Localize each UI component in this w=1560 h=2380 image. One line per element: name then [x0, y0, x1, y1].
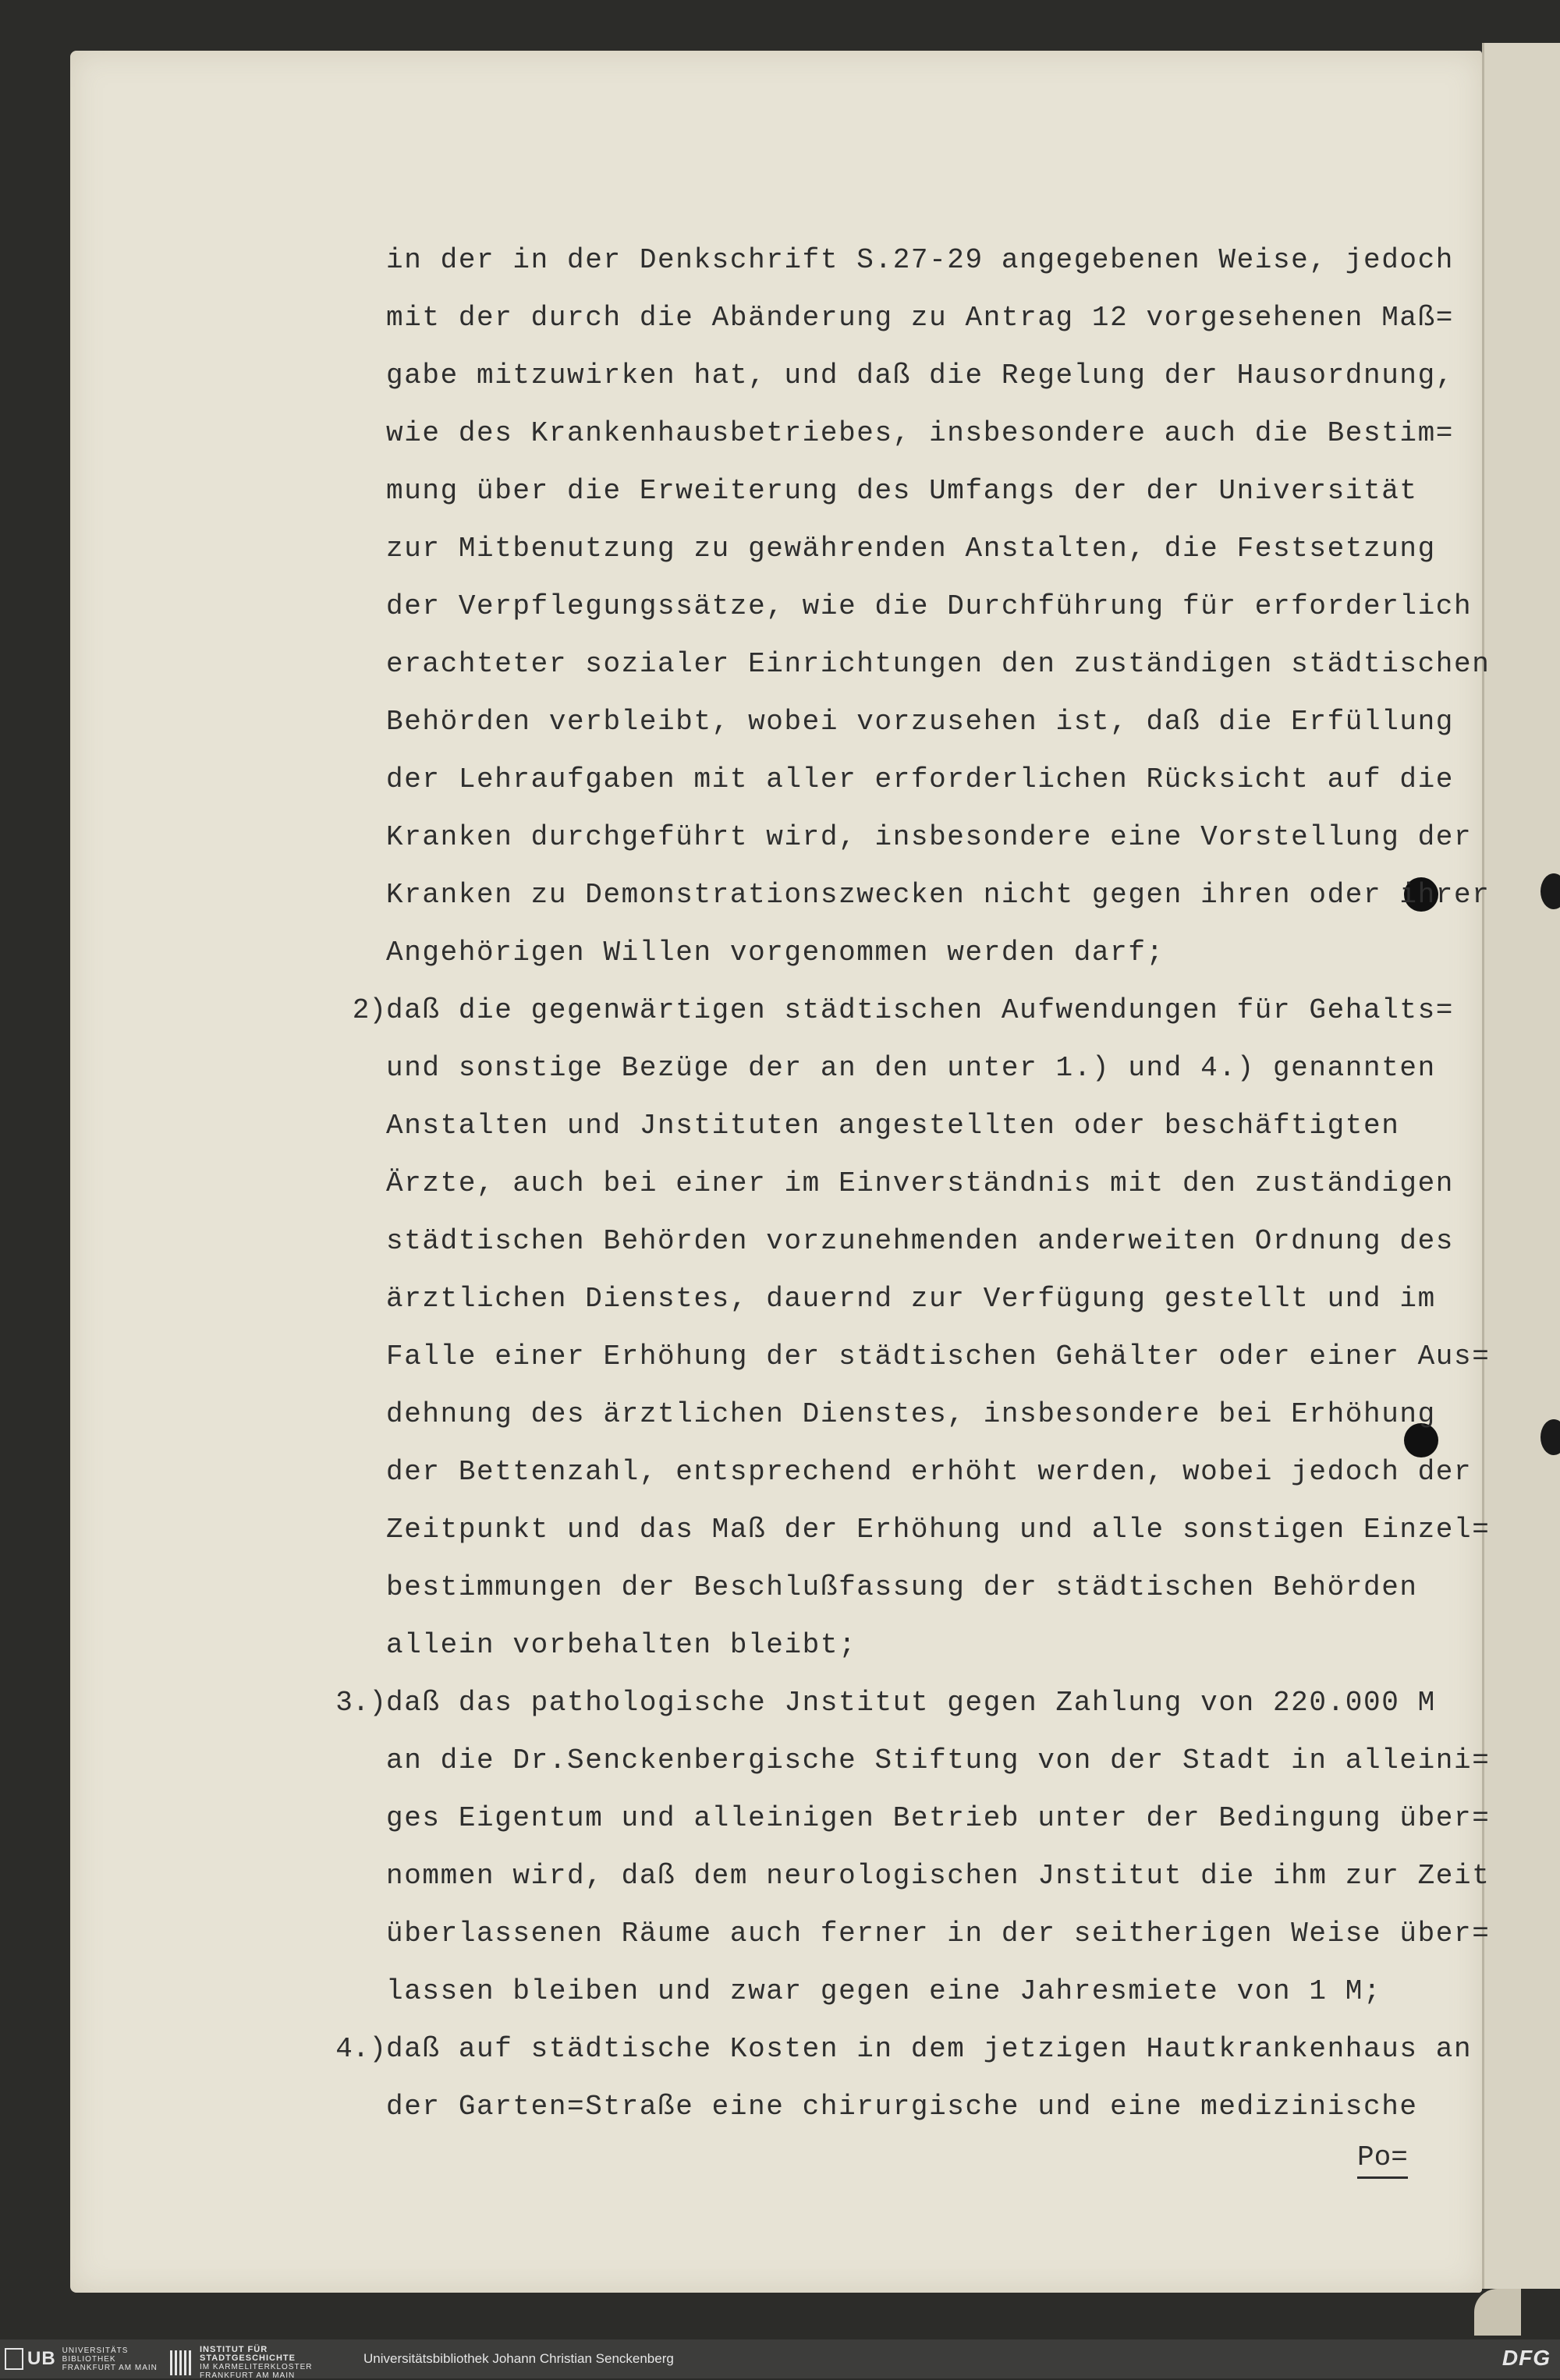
- text-line: Behörden verbleibt, wobei vorzusehen ist, daß die Erfüllung: [386, 706, 1455, 738]
- text-line: Kranken zu Demonstrationszwecken nicht gegen ihren oder ihrer: [386, 879, 1491, 911]
- text-line: Falle einer Erhöhung der städtischen Gehälter oder einer Aus=: [386, 1341, 1491, 1372]
- item-number: 2): [352, 994, 386, 1026]
- text-line: der Garten=Straße eine chirurgische und eine medizinische: [386, 2091, 1418, 2123]
- text-line: Angehörigen Willen vorgenommen werden darf;: [386, 937, 1165, 969]
- ub-line: UNIVERSITÄTS: [62, 2346, 129, 2355]
- text-line: dehnung des ärztlichen Dienstes, insbesondere bei Erhöhung: [386, 1398, 1436, 1430]
- text-line: lassen bleiben und zwar gegen eine Jahresmiete von 1 M;: [386, 1975, 1382, 2007]
- institute-line: STADTGESCHICHTE: [200, 2353, 296, 2363]
- text-line: ärztlichen Dienstes, dauernd zur Verfügung gestellt und im: [386, 1283, 1436, 1315]
- text-line: Kranken durchgeführt wird, insbesondere eine Vorstellung der: [386, 821, 1473, 853]
- ub-lines: [62, 2346, 158, 2372]
- text-line: und sonstige Bezüge der an den unter 1.) und 4.) genannten: [386, 1052, 1436, 1084]
- text-line: gabe mitzuwirken hat, und daß die Regelung der Hausordnung,: [386, 359, 1455, 391]
- text-line: Zeitpunkt und das Maß der Erhöhung und alle sonstigen Einzel=: [386, 1514, 1491, 1546]
- item-number: 4.): [335, 2033, 386, 2065]
- catchword: Po=: [1357, 2141, 1408, 2179]
- text-line: städtischen Behörden vorzunehmenden anderweiten Ordnung des: [386, 1225, 1455, 1257]
- dfg-logo[interactable]: DFG: [1502, 2346, 1551, 2370]
- text-line: der Bettenzahl, entsprechend erhöht werden, wobei jedoch der: [386, 1456, 1473, 1488]
- text-line: an die Dr.Senckenbergische Stiftung von der Stadt in alleini=: [386, 1744, 1491, 1776]
- institute-line: IM KARMELITERKLOSTER: [200, 2363, 313, 2371]
- text-line: der Lehraufgaben mit aller erforderlichen Rücksicht auf die: [386, 763, 1455, 795]
- text-line: überlassenen Räume auch ferner in der seitherigen Weise über=: [386, 1918, 1491, 1950]
- ub-line: BIBLIOTHEK: [62, 2354, 116, 2364]
- institute-mark-icon: [170, 2350, 193, 2375]
- text-line: der Verpflegungssätze, wie die Durchführung für erforderlich: [386, 590, 1473, 622]
- institute-logo[interactable]: [170, 2346, 312, 2380]
- viewer-footer: [0, 2339, 1560, 2378]
- text-line: mit der durch die Abänderung zu Antrag 12 vorgesehenen Maß=: [386, 302, 1455, 334]
- text-line: wie des Krankenhausbetriebes, insbesondere auch die Bestim=: [386, 417, 1455, 449]
- text-line: daß das pathologische Jnstitut gegen Zahlung von 220.000 M: [386, 1687, 1436, 1719]
- text-line: in der in der Denkschrift S.27-29 angegebenen Weise, jedoch: [386, 244, 1455, 276]
- ub-logo[interactable]: [5, 2346, 158, 2371]
- text-line: Ärzte, auch bei einer im Einverständnis mit den zuständigen: [386, 1167, 1455, 1199]
- item-number: 3.): [335, 1687, 386, 1719]
- institute-lines: [200, 2346, 312, 2380]
- text-line: Anstalten und Jnstituten angestellten oder beschäftigten: [386, 1110, 1400, 1142]
- text-line: daß auf städtische Kosten in dem jetzigen Hautkrankenhaus an: [386, 2033, 1473, 2065]
- ub-line: FRANKFURT AM MAIN: [62, 2363, 158, 2372]
- text-line: erachteter sozialer Einrichtungen den zuständigen städtischen: [386, 648, 1491, 680]
- institute-line: INSTITUT FÜR: [200, 2345, 268, 2354]
- institute-line: FRANKFURT AM MAIN: [200, 2371, 296, 2380]
- text-line: mung über die Erweiterung des Umfangs der der Universität: [386, 475, 1418, 507]
- text-line: daß die gegenwärtigen städtischen Aufwendungen für Gehalts=: [386, 994, 1455, 1026]
- text-line: zur Mitbenutzung zu gewährenden Anstalten, die Festsetzung: [386, 533, 1436, 565]
- text-line: bestimmungen der Beschlußfassung der städtischen Behörden: [386, 1571, 1418, 1603]
- ub-label: UB: [27, 2348, 56, 2369]
- text-line: ges Eigentum und alleinigen Betrieb unter der Bedingung über=: [386, 1802, 1491, 1834]
- library-name[interactable]: Universitätsbibliothek Johann Christian Senckenberg: [363, 2351, 674, 2366]
- text-line: allein vorbehalten bleibt;: [386, 1629, 857, 1661]
- ub-mark-icon: [5, 2348, 23, 2370]
- text-line: nommen wird, daß dem neurologischen Jnstitut die ihm zur Zeit: [386, 1860, 1491, 1892]
